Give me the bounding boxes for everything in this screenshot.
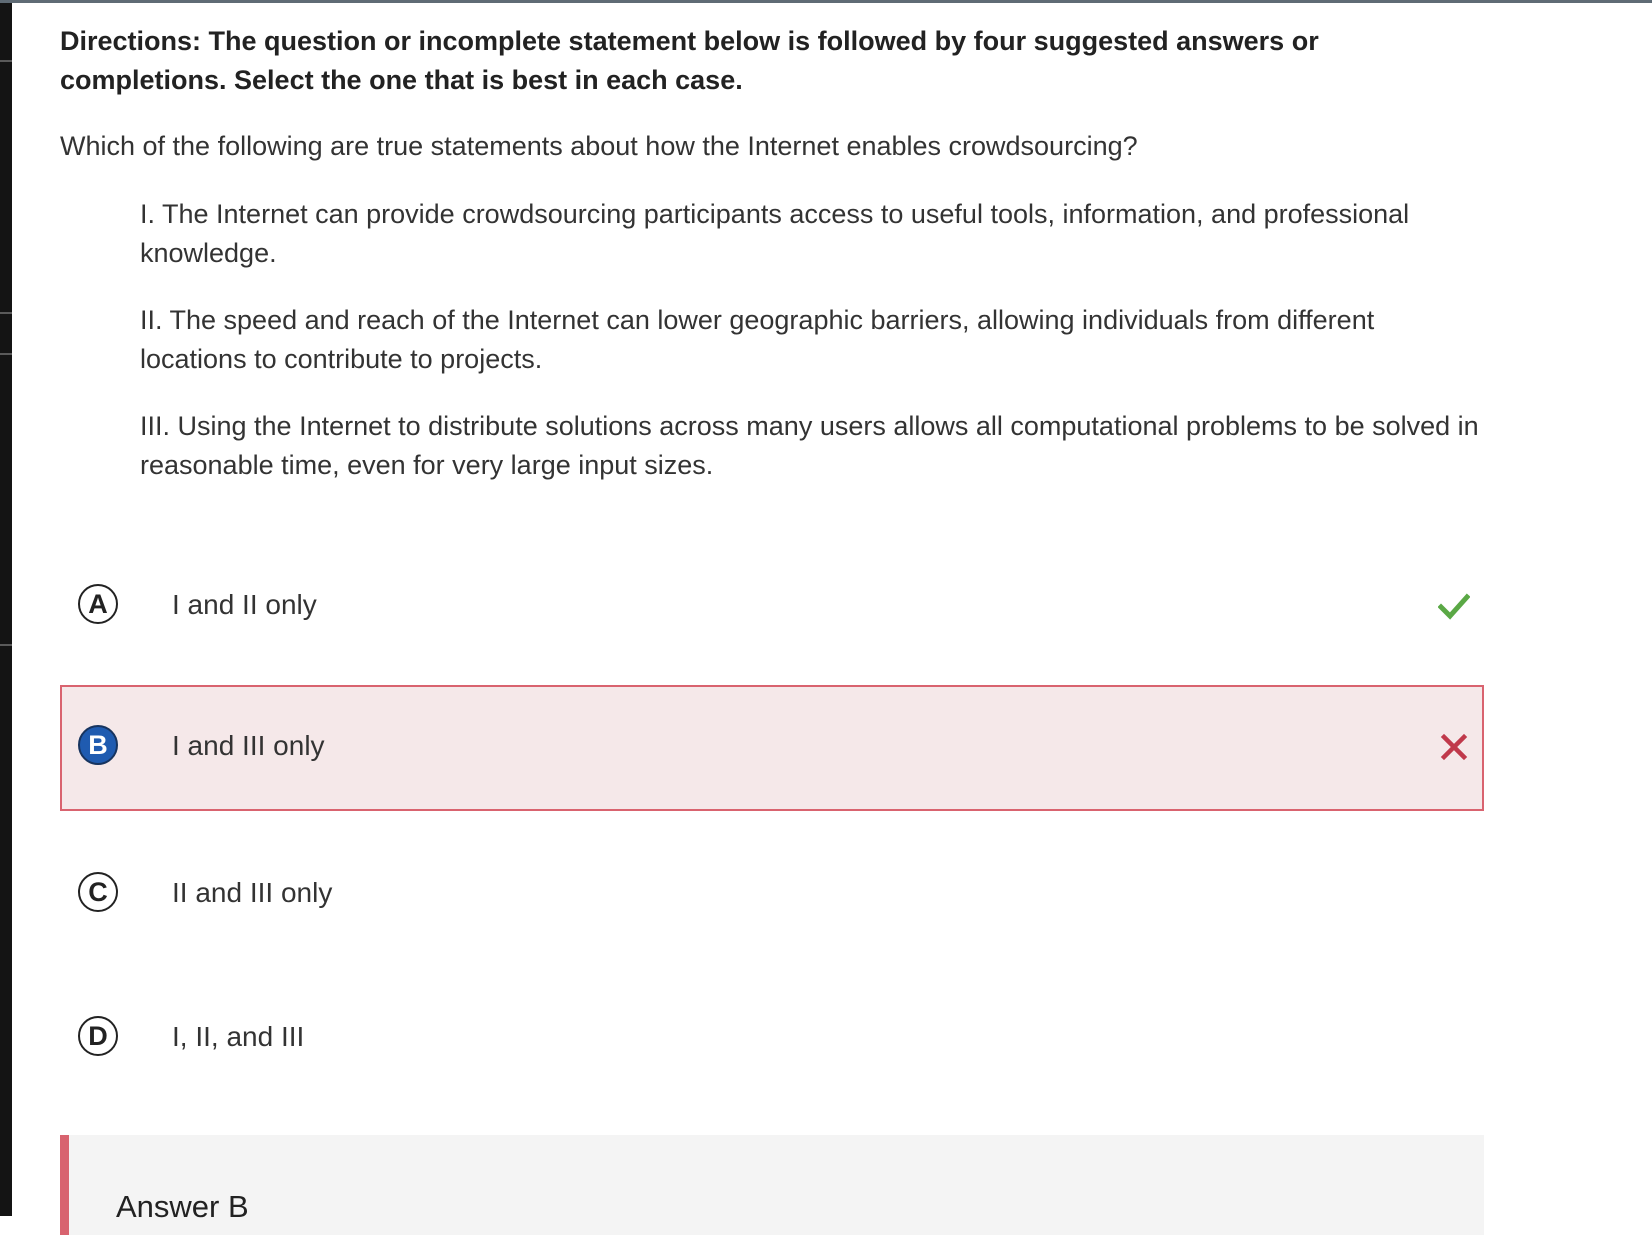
statement-ii: II. The speed and reach of the Internet can lower geographic barriers, allowing individuals from different locations to contribute to projects.	[140, 305, 1375, 374]
background-window-strip	[0, 0, 12, 1216]
background-divider	[0, 353, 12, 355]
background-divider	[0, 644, 12, 646]
option-letter-bubble: D	[78, 1016, 118, 1056]
option-label: I and III only	[172, 730, 325, 761]
answer-option-d[interactable]	[60, 976, 1484, 1102]
cross-icon	[1438, 731, 1470, 763]
directions-text: Directions: The question or incomplete statement below is followed by four suggested answers or completions. Select the one that is best in each case.	[60, 26, 1319, 95]
question-text: Which of the following are true statements about how the Internet enables crowdsourcing?	[60, 131, 1138, 161]
statement-i: I. The Internet can provide crowdsourcing participants access to useful tools, information, and professional knowledge.	[140, 199, 1410, 268]
statement-iii: III. Using the Internet to distribute solutions across many users allows all computational problems to be solved in reasonable time, even for very large input sizes.	[140, 411, 1479, 480]
option-label: I, II, and III	[172, 1021, 305, 1052]
option-label: II and III only	[172, 877, 333, 908]
answer-option-c[interactable]	[60, 832, 1484, 958]
option-label: I and II only	[172, 589, 317, 620]
option-letter-bubble: C	[78, 872, 118, 912]
question-panel	[12, 3, 1652, 1224]
background-divider	[0, 312, 12, 314]
answer-option-a[interactable]	[60, 544, 1484, 670]
answer-result-text: Answer B	[116, 1189, 249, 1224]
option-letter-bubble: A	[78, 584, 118, 624]
answer-accent-bar	[60, 1135, 69, 1235]
answer-option-b[interactable]	[60, 685, 1484, 811]
checkmark-icon	[1438, 590, 1470, 622]
answer-feedback-box	[60, 1135, 1484, 1235]
background-divider	[0, 60, 12, 62]
option-letter-bubble: B	[78, 725, 118, 765]
